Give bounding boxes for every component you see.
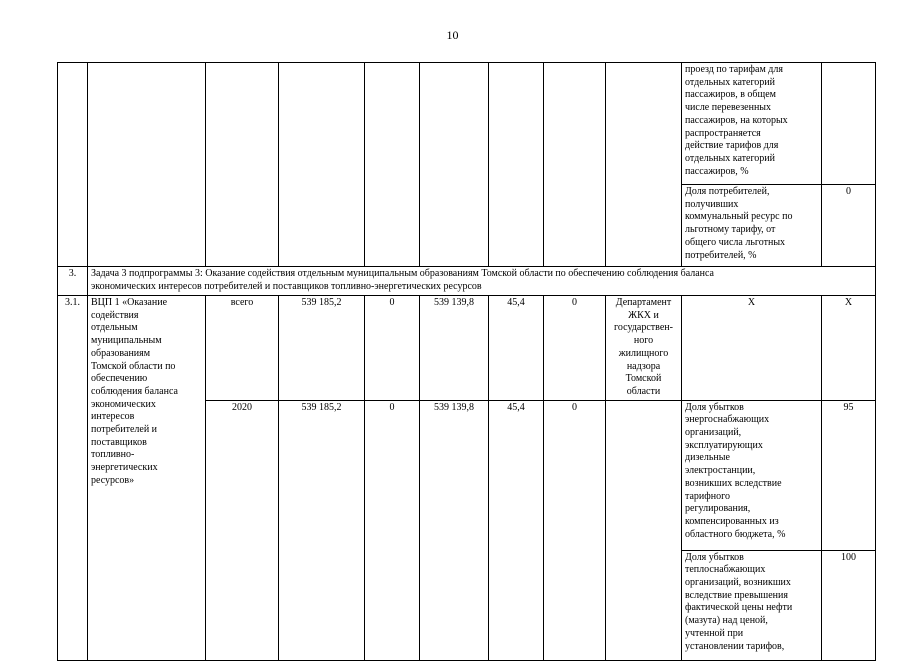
regional-funding-cell: 539 139,8 — [420, 400, 489, 660]
value-cell: 100 — [822, 550, 876, 660]
indicator-text: Доля убытков энергоснабжающих организаций, эксплуатирующих дизельные электростанции, возникших вследствие тарифного регулирования, компенсированных из областного бюджета, % — [685, 401, 786, 540]
value-cell: 0 — [822, 185, 876, 267]
empty-cell — [58, 63, 88, 267]
empty-cell — [544, 63, 606, 267]
executor-text: Департамент ЖКХ и государствен- ного жилищного надзора Томской области — [614, 297, 673, 397]
value-x-cell: Х — [822, 296, 876, 401]
indicator-text: Доля убытков теплоснабжающих организаций, возникших вследствие превышения фактической цены нефти (мазута) над ценой, учтенной при установлении тарифов, — [685, 551, 793, 652]
empty-cell — [420, 63, 489, 267]
task-row — [58, 267, 876, 296]
period-cell: всего — [206, 296, 279, 401]
empty-cell — [279, 63, 365, 267]
page-number: 10 — [446, 28, 459, 42]
regional-funding-cell: 539 139,8 — [420, 296, 489, 401]
other-funding-cell: 0 — [544, 400, 606, 660]
vcp-row-total — [58, 296, 876, 401]
period-cell: 2020 — [206, 400, 279, 660]
value-cell: 95 — [822, 400, 876, 550]
indicator-cell — [682, 400, 822, 550]
federal-funding-cell: 0 — [365, 296, 420, 401]
indicator-text: Доля потребителей, получивших коммунальный ресурс по льготному тарифу, от общего числа льготных потребителей, % — [685, 186, 793, 261]
federal-funding-cell: 0 — [365, 400, 420, 660]
vcp-number: 3.1. — [58, 296, 88, 661]
indicator-x-cell: Х — [682, 296, 822, 401]
empty-cell — [206, 63, 279, 267]
indicator-text: проезд по тарифам для отдельных категорий пассажиров, в общем числе перевезенных пассажиров, на которых распространяется действие тарифов для отдельных категорий пассажиров, % — [685, 64, 788, 177]
indicator-cell — [682, 550, 822, 660]
total-funding-cell: 539 185,2 — [279, 296, 365, 401]
vcp-name-cell — [88, 296, 206, 661]
empty-cell — [365, 63, 420, 267]
value-cell — [822, 63, 876, 185]
program-table — [57, 62, 876, 661]
other-funding-cell: 0 — [544, 296, 606, 401]
executor-cell-continued — [606, 400, 682, 660]
task-number: 3. — [58, 267, 88, 296]
local-funding-cell: 45,4 — [489, 296, 544, 401]
continuation-row-1 — [58, 63, 876, 185]
empty-cell — [489, 63, 544, 267]
local-funding-cell: 45,4 — [489, 400, 544, 660]
task-cell — [88, 267, 876, 296]
empty-cell — [88, 63, 206, 267]
empty-cell — [606, 63, 682, 267]
indicator-cell — [682, 63, 822, 185]
indicator-cell — [682, 185, 822, 267]
task-text: Задача 3 подпрограммы 3: Оказание содействия отдельным муниципальным образованиям Томской области по обеспечению соблюдения баланса экономических интересов потребителей и поставщиков топливно-энергетических ресурсов — [91, 268, 714, 292]
vcp-name: ВЦП 1 «Оказание содействия отдельным муниципальным образованиям Томской области по обеспечению соблюдения баланса экономических интересов потребителей и поставщиков топливно- энергетических ресурсов» — [91, 297, 178, 486]
executor-cell — [606, 296, 682, 401]
total-funding-cell: 539 185,2 — [279, 400, 365, 660]
